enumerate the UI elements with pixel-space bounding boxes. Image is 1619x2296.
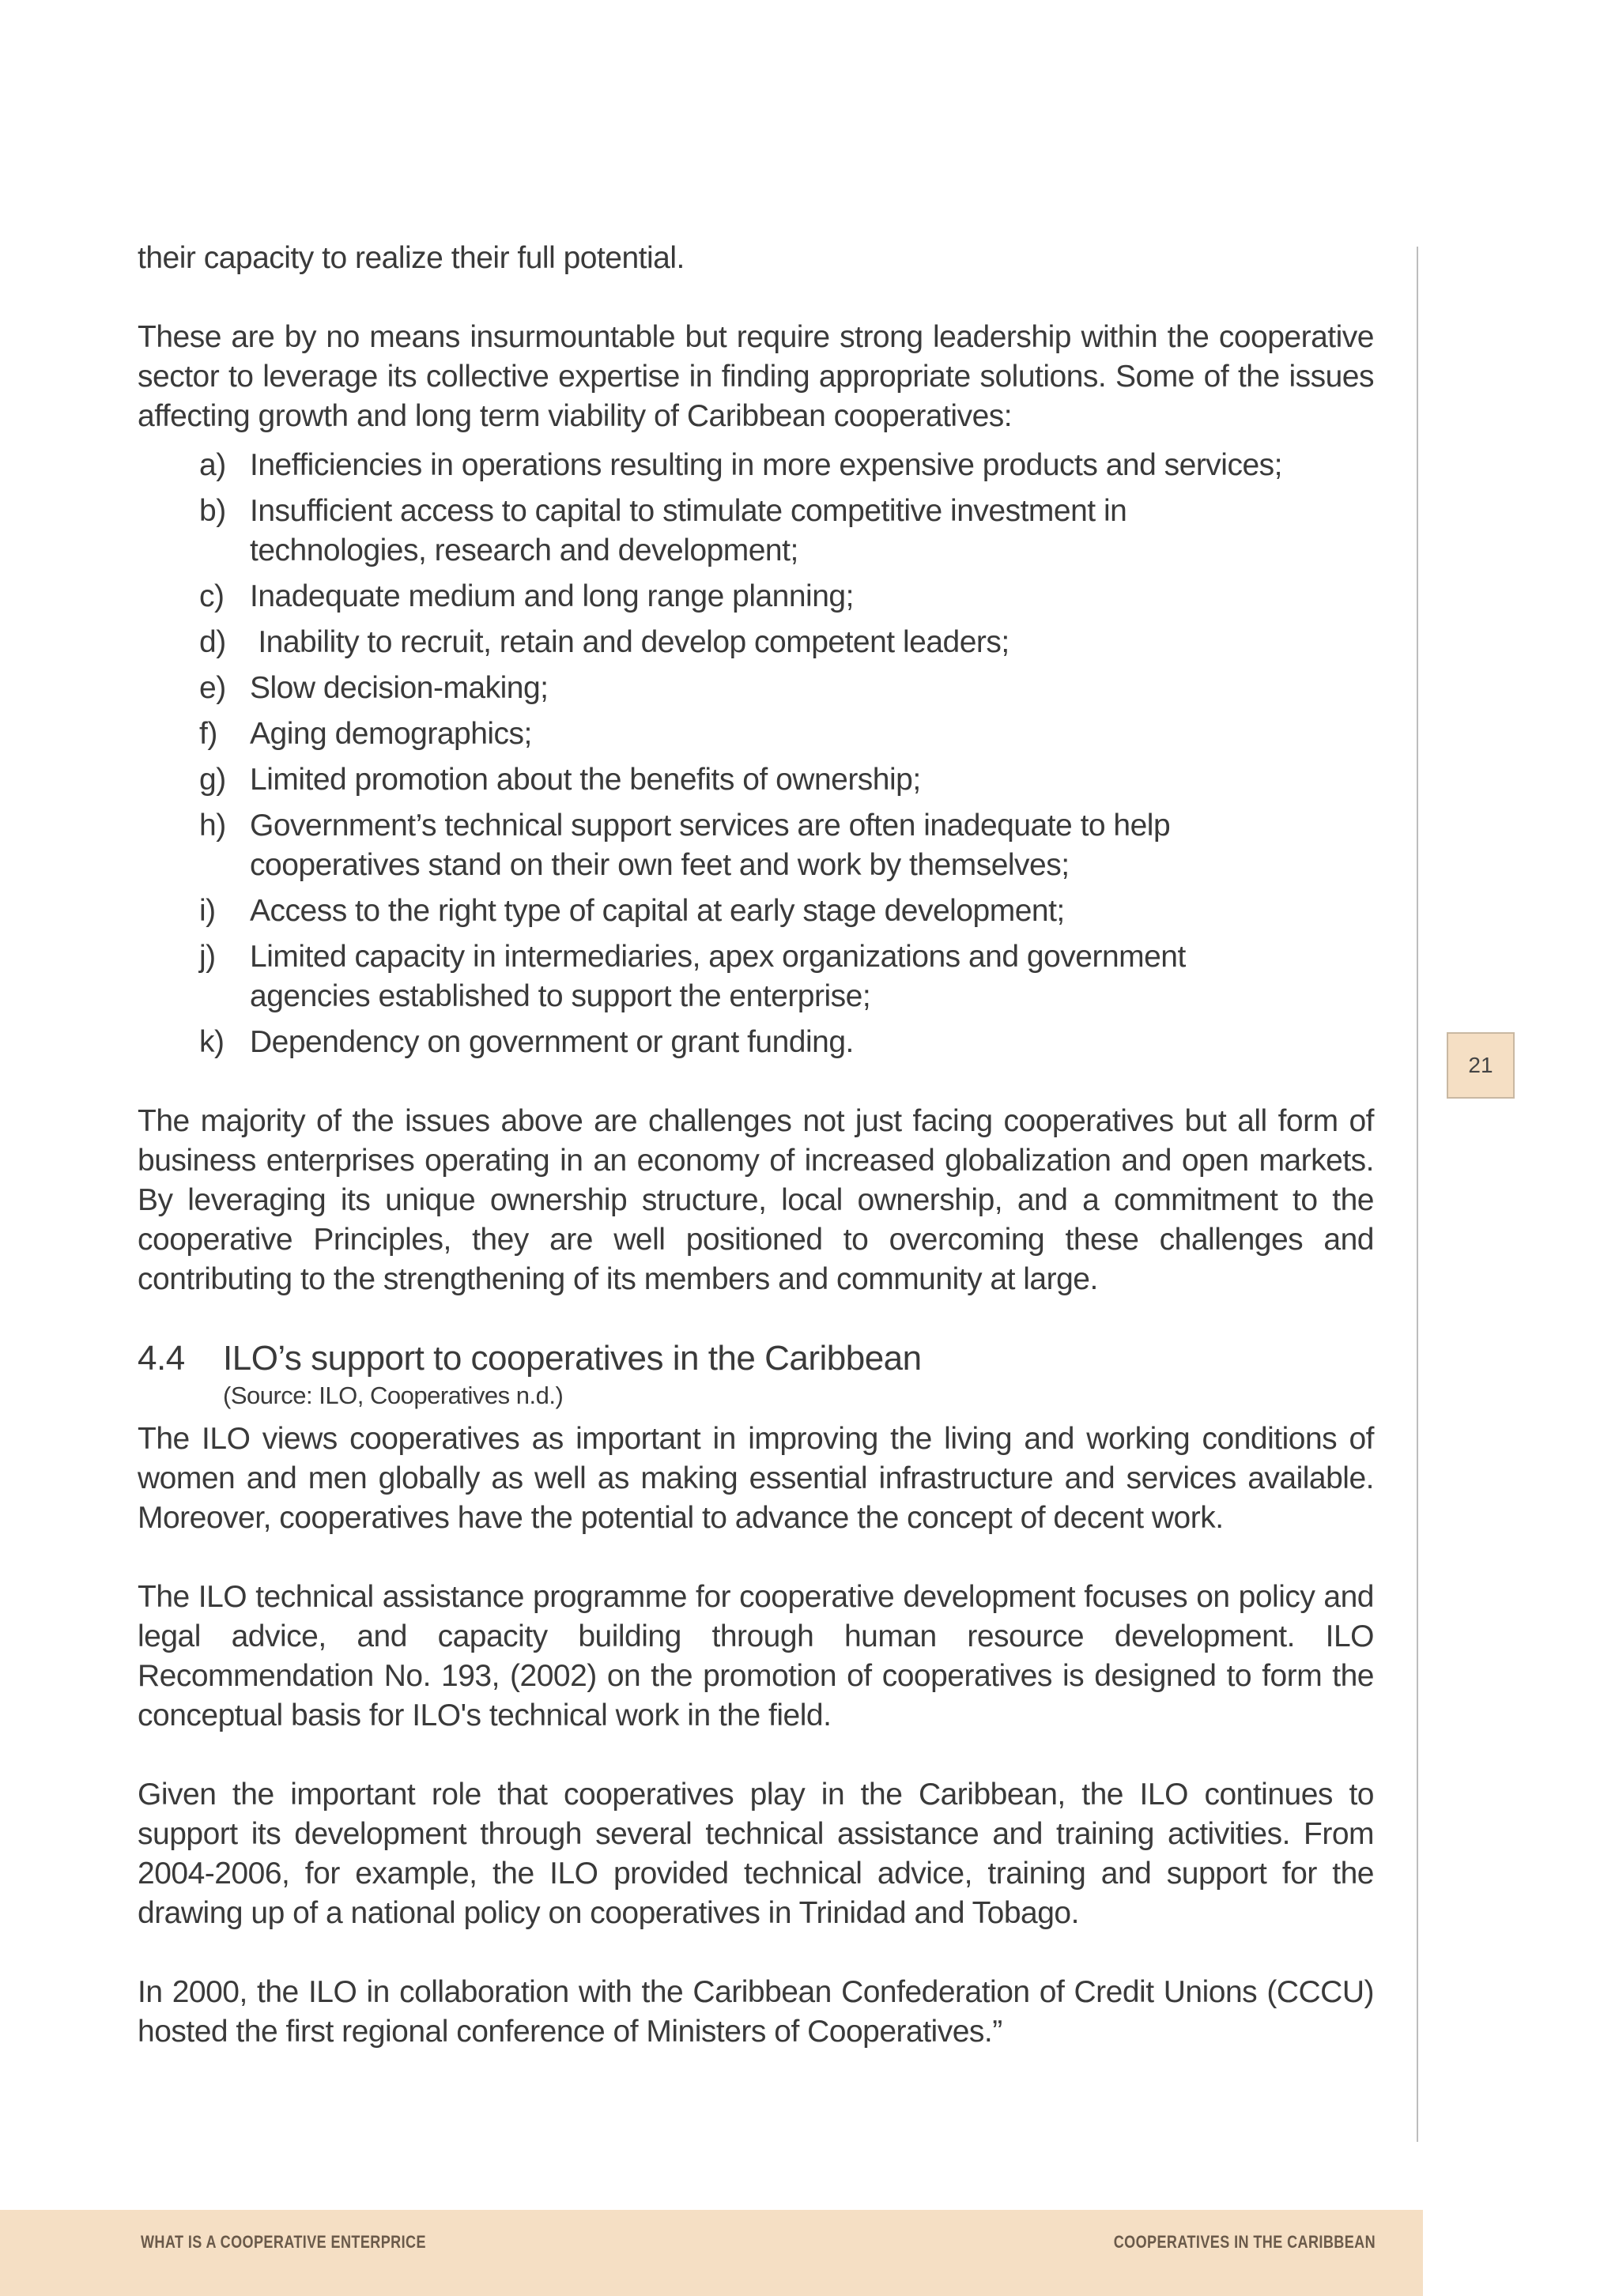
paragraph: their capacity to realize their full potential. [138,241,685,275]
list-item-text: Government’s technical support services are often inadequate to help cooperatives stand on their own feet and work by themselves; [250,809,1171,882]
list-item-text: Dependency on government or grant funding. [250,1025,854,1059]
paragraph: The majority of the issues above are challenges not just facing cooperatives but all form of business enterprises operating in an economy of increased globalization and open markets. By leveraging its unique ownership structure, local ownership, and a commitment to the cooperative Principles, they are well positioned to overcoming these challenges and contributing to the strengthening of its members and community at large. [138,1104,1374,1296]
section-title: ILO’s support to cooperatives in the Caribbean [223,1339,922,1378]
list-item-text: Insufficient access to capital to stimulate competitive investment in technologies, research and development; [250,494,1127,567]
footer-band [0,2210,1423,2296]
section-number: 4.4 [138,1339,185,1378]
list-letter: h) [199,809,226,843]
list-letter: d) [199,625,226,659]
list-letter: i) [199,894,216,928]
section-heading [138,1337,1374,1412]
list-item [138,806,1374,885]
page-content [138,239,1374,2052]
footer-left-label: WHAT IS A COOPERATIVE ENTERPRICE [141,2232,426,2252]
list-item-text: Limited capacity in intermediaries, apex organizations and government agencies established to support the enterprise; [250,940,1186,1013]
list-item [138,1023,1374,1062]
list-letter: j) [199,940,216,974]
list-letter: a) [199,448,226,482]
paragraph: The ILO views cooperatives as important in improving the living and working conditions of women and men globally as well as making essential infrastructure and services available. Moreover, cooperatives have the potential to advance the concept of decent work. [138,1422,1374,1535]
list-item-text: Aging demographics; [250,717,532,751]
list-letter: f) [199,717,217,751]
list-item [138,892,1374,931]
margin-rule [1417,247,1418,2142]
issues-list [138,446,1374,1062]
list-item [138,623,1374,662]
list-item-text: Slow decision-making; [250,671,549,705]
section-source: (Source: ILO, Cooperatives n.d.) [223,1382,564,1409]
list-item-text: Access to the right type of capital at early stage development; [250,894,1065,928]
list-item [138,669,1374,708]
list-item-text: Inefficiencies in operations resulting in more expensive products and services; [250,448,1282,482]
list-item [138,446,1374,485]
list-item-text: Inability to recruit, retain and develop competent leaders; [250,625,1010,659]
list-letter: k) [199,1025,225,1059]
paragraph: Given the important role that cooperatives play in the Caribbean, the ILO continues to support its development through several technical assistance and training activities. From 2004-2006, for example, the ILO provided technical advice, training and support for the drawing up of a national policy on cooperatives in Trinidad and Tobago. [138,1778,1374,1930]
list-item [138,714,1374,754]
list-item [138,937,1374,1016]
list-item-text: Inadequate medium and long range planning; [250,579,854,613]
list-letter: b) [199,494,226,528]
list-letter: e) [199,671,226,705]
list-item [138,760,1374,800]
list-item [138,577,1374,616]
paragraph: In 2000, the ILO in collaboration with the Caribbean Confederation of Credit Unions (CCCU) hosted the first regional conference of Ministers of Cooperatives.” [138,1975,1374,2049]
footer-right-label: COOPERATIVES IN THE CARIBBEAN [1113,2232,1376,2252]
page-number: 21 [1447,1032,1515,1099]
paragraph: These are by no means insurmountable but require strong leadership within the cooperative sector to leverage its collective expertise in finding appropriate solutions. Some of the issues affecting growth and long term viability of Caribbean cooperatives: [138,320,1374,433]
list-letter: g) [199,763,226,797]
list-item [138,492,1374,571]
list-item-text: Limited promotion about the benefits of ownership; [250,763,921,797]
paragraph: The ILO technical assistance programme for cooperative development focuses on policy and legal advice, and capacity building through human resource development. ILO Recommendation No. 193, (2002) on the promotion of cooperatives is designed to form the conceptual basis for ILO's technical work in the field. [138,1580,1374,1732]
list-letter: c) [199,579,225,613]
